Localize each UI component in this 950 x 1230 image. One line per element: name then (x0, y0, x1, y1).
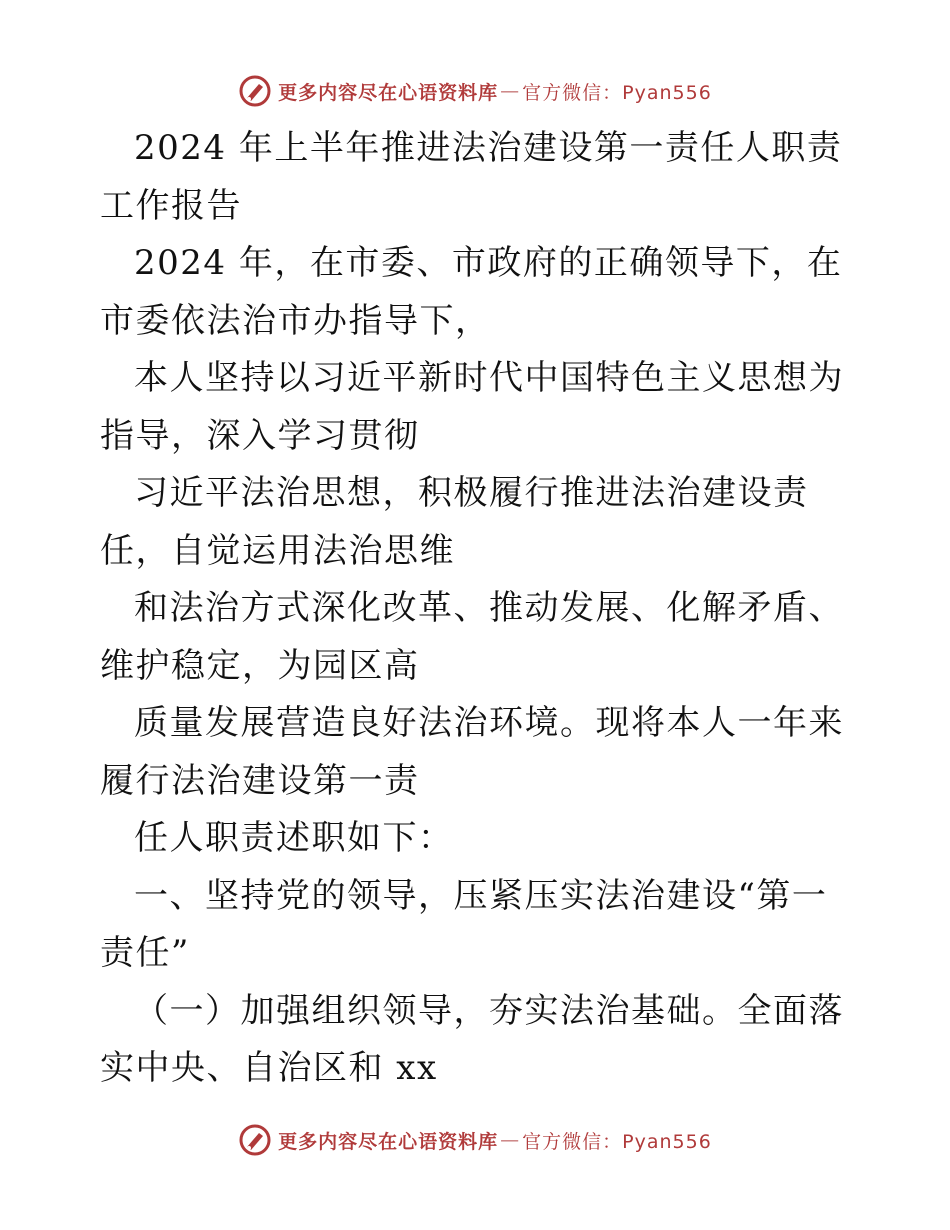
watermark-wechat: 官方微信：Pyan556 (522, 81, 712, 104)
paragraph-4: 和法治方式深化改革、推动发展、化解矛盾、维护稳定，为园区高 (100, 588, 844, 686)
paragraph-1: 2024 年，在市委、市政府的正确领导下，在市委依法治市办指导下， (100, 243, 843, 341)
pen-logo-icon (238, 1123, 272, 1157)
watermark-text: 更多内容尽在心语资料库 (278, 1130, 499, 1153)
section-heading-1: 一、坚持党的领导，压紧压实法治建设“第一责任” (100, 875, 828, 973)
document-body (100, 120, 860, 1098)
watermark-text: 更多内容尽在心语资料库 (278, 81, 499, 104)
paragraph-7: （一）加强组织领导，夯实法治基础。全面落实中央、自治区和 xx (100, 990, 844, 1088)
watermark-footer (0, 1120, 950, 1160)
paragraph-2: 本人坚持以习近平新时代中国特色主义思想为指导，深入学习贯彻 (100, 358, 844, 456)
watermark-header (0, 71, 950, 111)
watermark-dash: — (500, 80, 521, 102)
paragraph-6: 任人职责述职如下： (134, 818, 454, 858)
watermark-dash: — (500, 1129, 521, 1151)
paragraph-3: 习近平法治思想，积极履行推进法治建设责任，自觉运用法治思维 (100, 473, 809, 571)
report-title: 2024 年上半年推进法治建设第一责任人职责工作报告 (100, 128, 843, 226)
paragraph-5: 质量发展营造良好法治环境。现将本人一年来履行法治建设第一责 (100, 703, 844, 801)
watermark-wechat: 官方微信：Pyan556 (522, 1130, 712, 1153)
pen-logo-icon (238, 74, 272, 108)
